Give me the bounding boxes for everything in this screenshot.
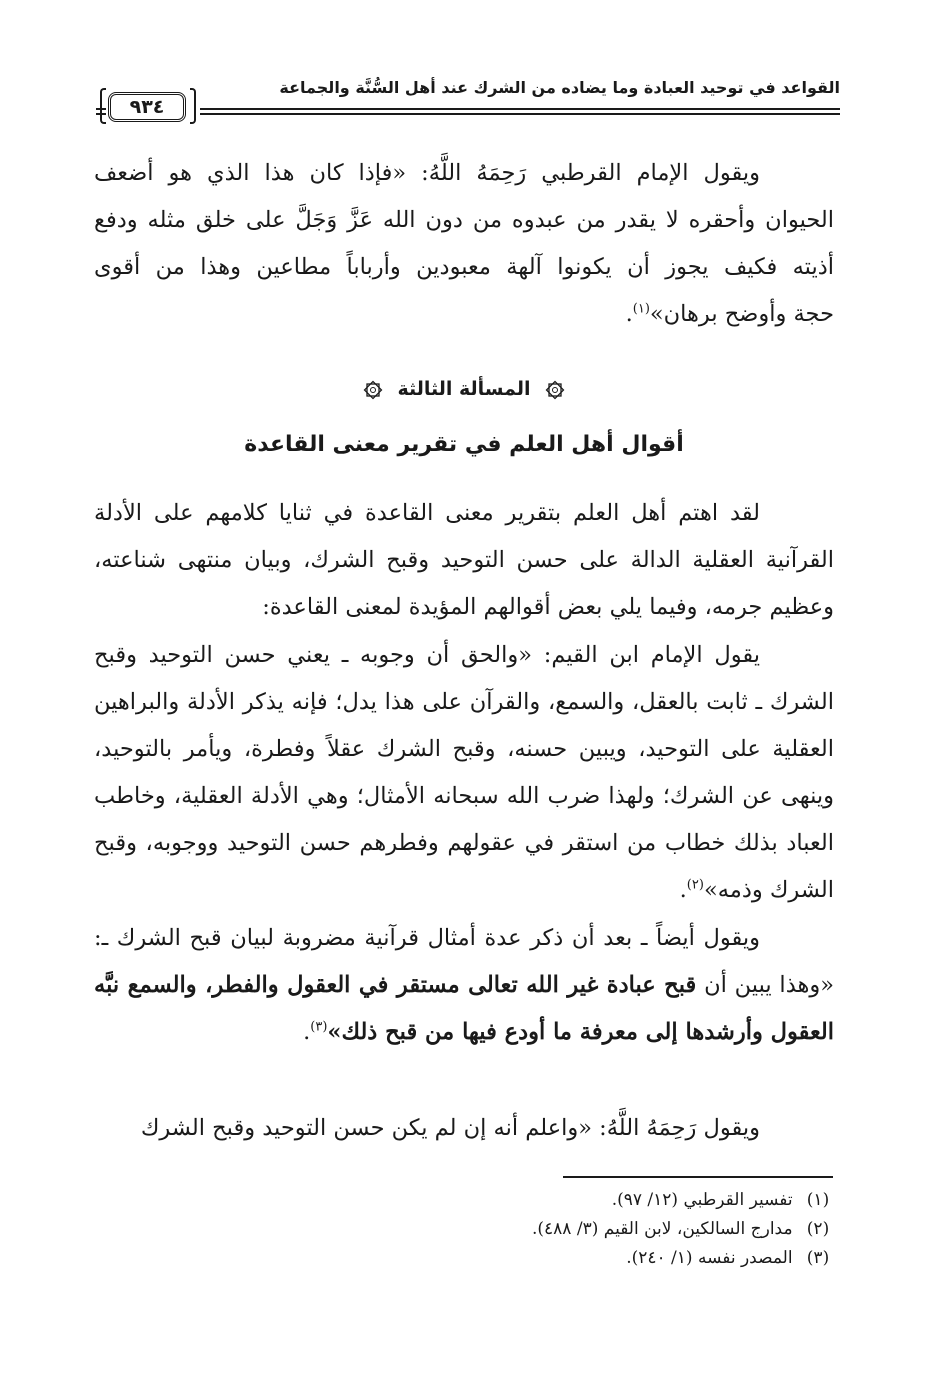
section-subtitle: أقوال أهل العلم في تقرير معنى القاعدة	[244, 432, 684, 457]
footnote-number: (٣)	[806, 1248, 830, 1268]
footnote-number: (٢)	[806, 1219, 830, 1239]
footnote-text: مدارج السالكين، لابن القيم (٣/ ٤٨٨).	[531, 1219, 793, 1239]
footnote-ref-3: (٣)	[310, 1019, 328, 1035]
footnote-item	[94, 1186, 838, 1215]
para3-text: يقول الإمام ابن القيم: «والحق أن وجوبه ـ يعني حسن التوحيد وقبح الشرك ـ ثابت بالعقل، والسمع، والقرآن على هذا يدل؛ فإنه يذكر الأدلة والبراهين العقلية على التوحيد، ويبين حسنه، وقبح الشرك عقلاً وفطرة، ويأمر بالتوحيد، وينهى عن الشرك؛ ولهذا ضرب الله سبحانه الأمثال؛ وهي الأدلة العقلية، وخاطب العباد بذلك خطاب من استقر في عقولهم وفطرهم حسن التوحيد ووجوبه، وقبح الشرك وذمه»	[94, 642, 834, 903]
ornament-left-icon	[363, 380, 383, 400]
footnotes	[94, 1186, 838, 1273]
footnote-number: (١)	[806, 1190, 830, 1210]
footnote-separator	[563, 1176, 833, 1178]
page-number-bracket-right	[190, 88, 196, 124]
header-title: القواعد في توحيد العبادة وما يضاده من الشرك عند أهل السُّنَّة والجماعة	[279, 78, 840, 97]
para3-end: .	[679, 877, 687, 903]
para1-end: .	[625, 301, 633, 327]
running-header	[96, 78, 840, 124]
page-number-bracket-left	[100, 88, 106, 124]
page-number: ٩٣٤	[108, 92, 186, 122]
para5-text: ويقول رَحِمَهُ اللَّهُ: «واعلم أنه إن لم يكن حسن التوحيد وقبح الشرك	[140, 1115, 760, 1141]
para2-text: لقد اهتم أهل العلم بتقرير معنى القاعدة في ثنايا كلامهم على الأدلة القرآنية العقلية الدالة على حسن التوحيد وقبح الشرك، وبيان منتهى شناعته، وعظيم جرمه، وفيما يلي بعض أقوالهم المؤيدة لمعنى القاعدة:	[94, 500, 834, 620]
section-heading	[94, 378, 834, 400]
paragraph-qurtubi	[94, 150, 834, 338]
para4-end: .	[303, 1019, 311, 1045]
footnote-text: تفسير القرطبي (١٢/ ٩٧).	[611, 1190, 793, 1210]
paragraph-ibn-qayyim	[94, 632, 834, 914]
para4-text-bold: قبح عبادة غير الله تعالى مستقر في العقول والفطر، والسمع نبَّه العقول وأرشدها إلى معرفة ما أودع فيها من قبح ذلك»	[94, 972, 834, 1045]
footnote-item	[94, 1215, 838, 1244]
para4-text-start: ويقول أيضاً ـ بعد أن ذكر عدة أمثال قرآنية مضروبة لبيان قبح الشرك ـ: «وهذا يبين أن	[94, 925, 834, 998]
header-rule-top	[200, 108, 840, 110]
footnote-item	[94, 1244, 838, 1273]
para1-line-2: الحيوان وأحقره لا يقدر من عبدوه من دون الله عَزَّ وَجَلَّ على خلق مثله ودفع	[94, 207, 834, 233]
para1-line-1: ويقول الإمام القرطبي رَحِمَهُ اللَّهُ: «فإذا كان هذا الذي هو أضعف	[94, 160, 760, 186]
section-title: المسألة الثالثة	[397, 378, 531, 400]
para1-line-4: حجة وأوضح برهان»	[649, 301, 834, 327]
footnote-ref-1: (١)	[632, 301, 650, 317]
paragraph-intro	[94, 490, 834, 631]
paragraph-ibn-qayyim-2	[94, 915, 834, 1056]
para1-line-3: أذيته فكيف يجوز أن يكونوا آلهة معبودين وأرباباً مطاعين وهذا من أقوى	[94, 254, 834, 280]
ornament-right-icon	[545, 380, 565, 400]
paragraph-continuation	[94, 1105, 834, 1152]
footnote-text: المصدر نفسه (١/ ٢٤٠).	[626, 1248, 793, 1268]
footnote-ref-2: (٢)	[686, 877, 704, 893]
header-rule-bottom	[200, 113, 840, 115]
